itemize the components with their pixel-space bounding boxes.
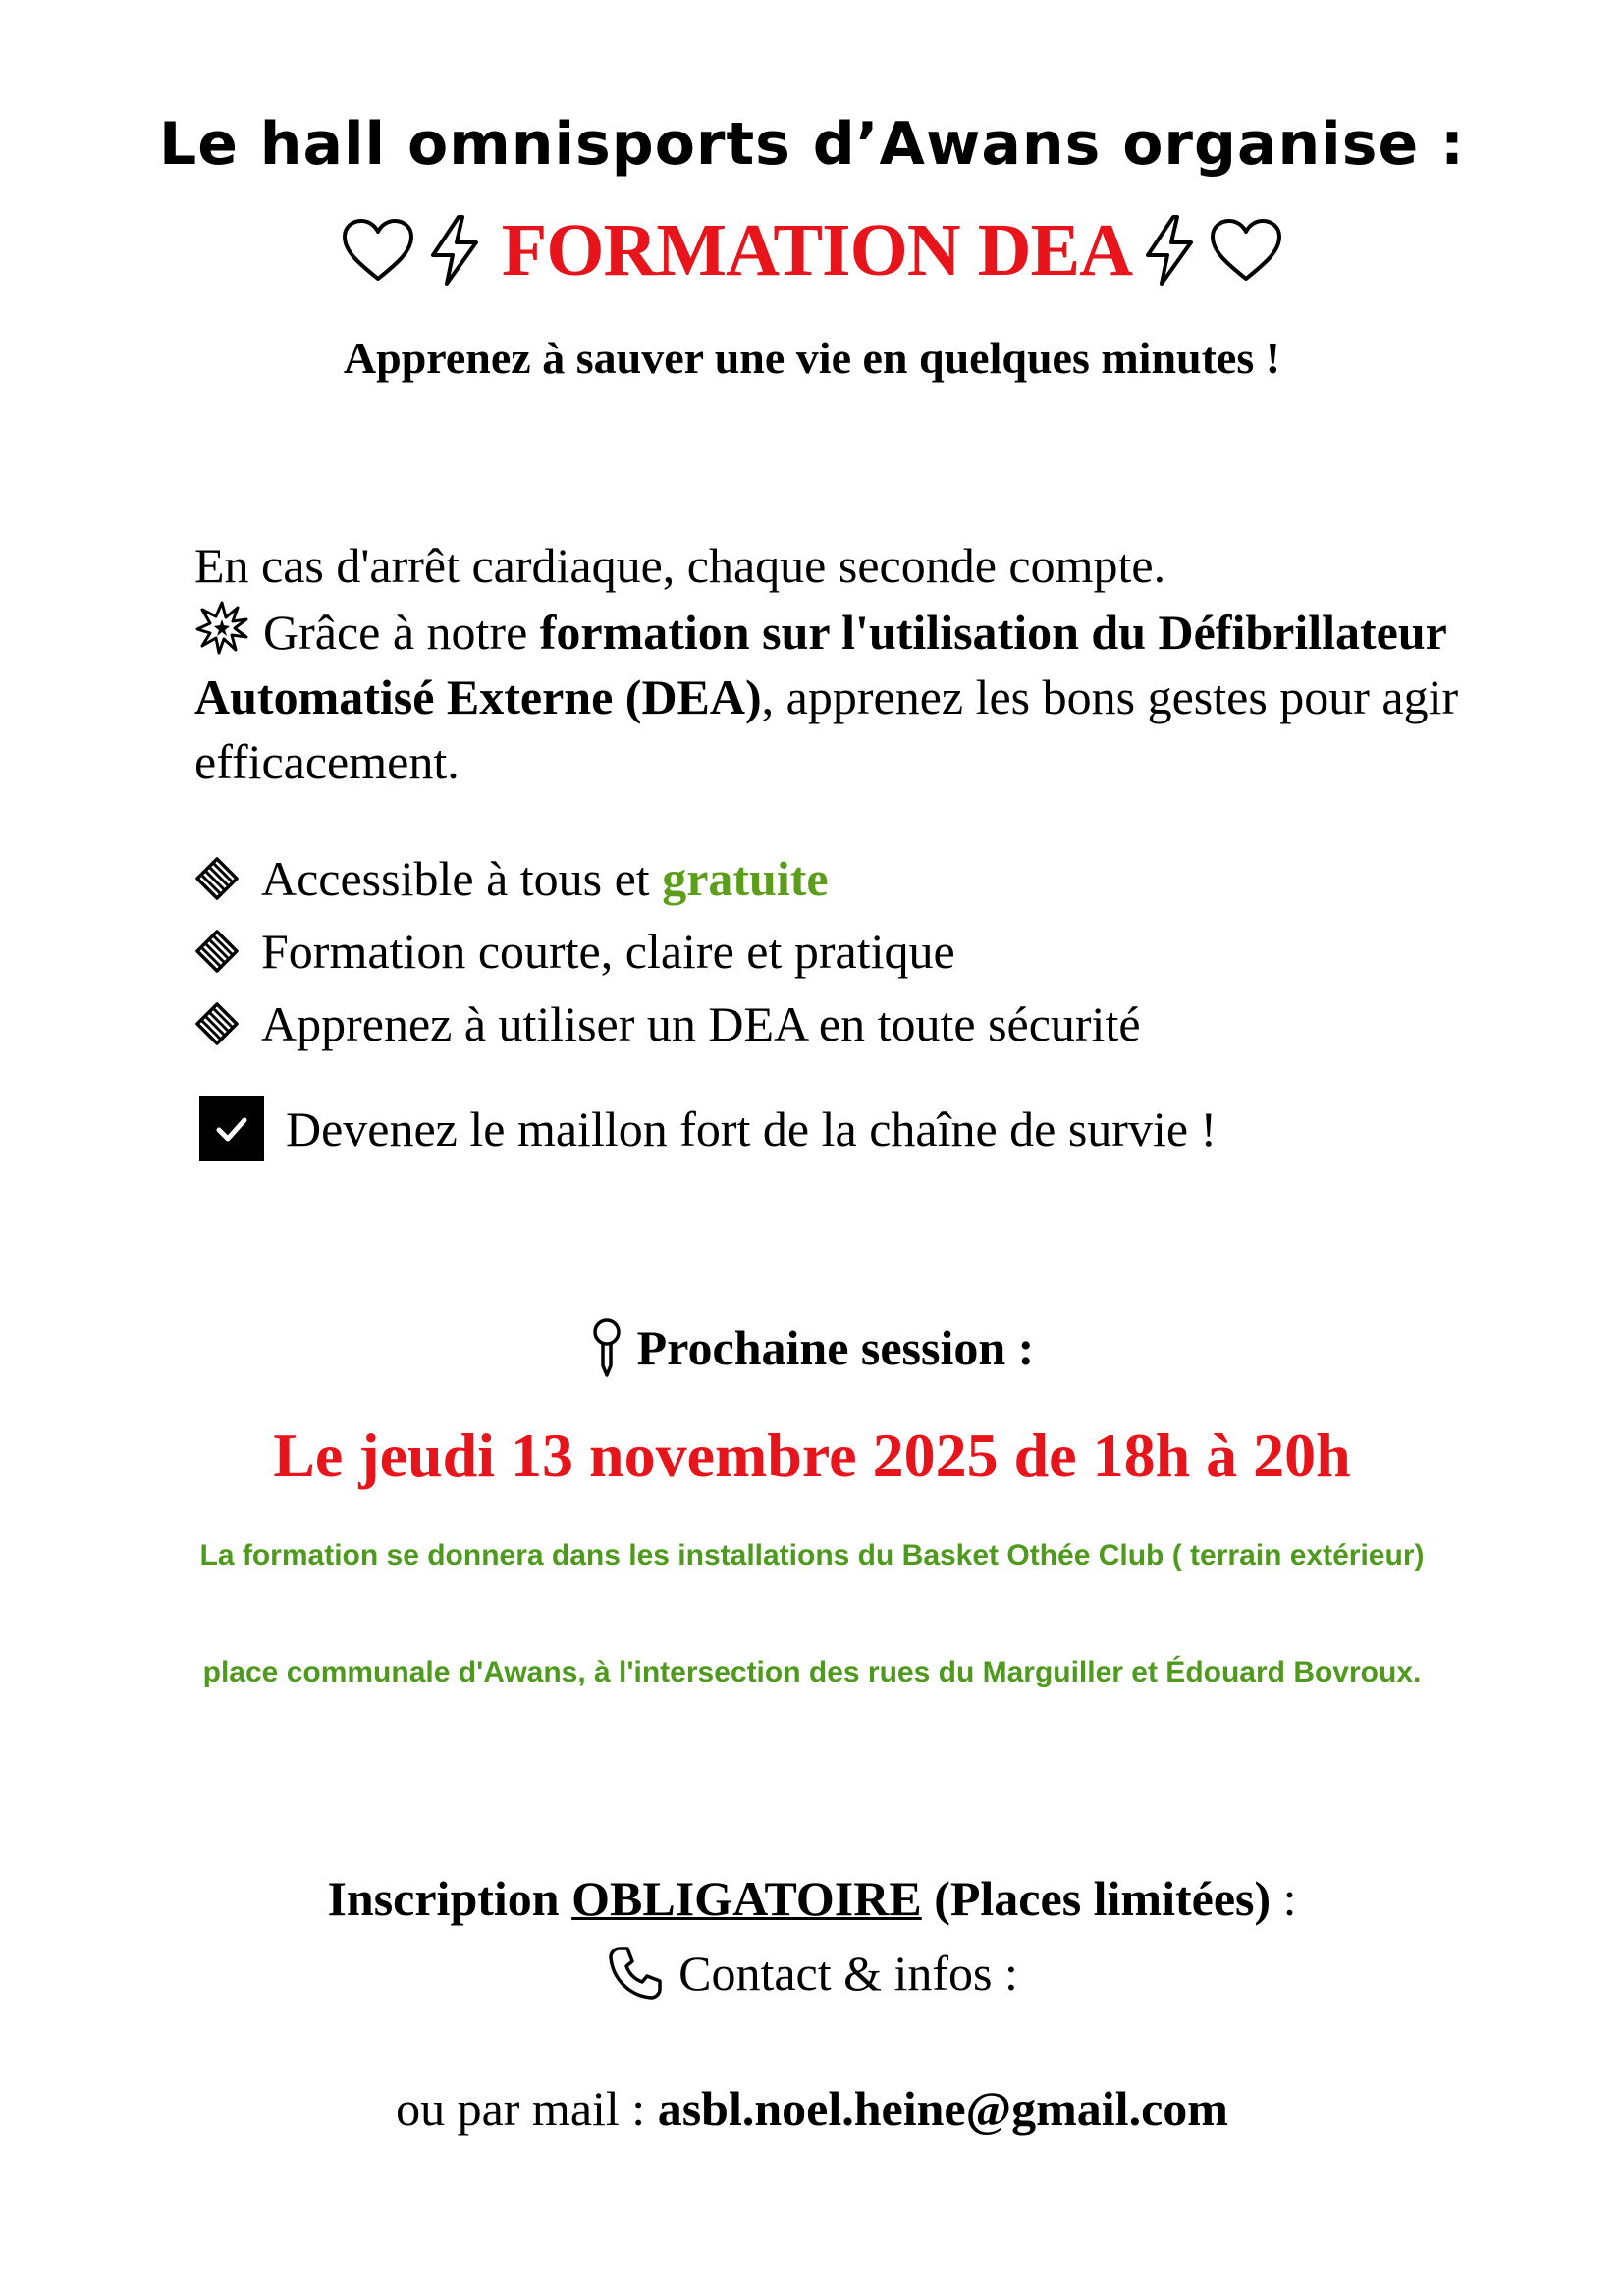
diamond-hatched-icon	[194, 1001, 240, 1046]
intro-text-a: Grâce à notre	[263, 605, 540, 660]
required-label: OBLIGATOIRE	[571, 1871, 922, 1926]
registration-prefix: Inscription	[327, 1871, 572, 1926]
session-label: Prochaine session :	[636, 1320, 1035, 1375]
organizer-heading: Le hall omnisports d’Awans organise :	[158, 110, 1466, 179]
list-item	[194, 915, 1141, 988]
list-item	[194, 842, 1141, 915]
lightning-icon	[1140, 214, 1199, 287]
session-heading	[0, 1308, 1624, 1387]
bullet-text: Apprenez à utiliser un DEA en toute sécurité	[261, 996, 1141, 1051]
intro-paragraph	[194, 600, 1490, 794]
title-text: FORMATION DEA	[501, 208, 1133, 292]
pin-icon	[590, 1316, 623, 1379]
registration-suffix: :	[1271, 1871, 1297, 1926]
checkbox-checked-icon	[199, 1096, 264, 1161]
sparkle-burst-icon	[194, 600, 249, 655]
venue-address: place communale d'Awans, à l'intersection des rues du Marguiller et Édouard Bovroux.	[202, 1656, 1422, 1688]
intro-text-bold: formation sur l'utilisation du Défibrillateur Automatisé Externe (DEA)	[194, 605, 1446, 724]
bullet-text: Formation courte, claire et pratique	[261, 924, 955, 979]
session-date: Le jeudi 13 novembre 2025 de 18h à 20h	[273, 1420, 1351, 1490]
email-link[interactable]: asbl.noel.heine@gmail.com	[657, 2081, 1228, 2136]
contact-label: Contact & infos :	[678, 1946, 1018, 2001]
heart-outline-icon	[341, 218, 415, 283]
registration-line	[0, 1870, 1624, 1927]
venue-line: La formation se donnera dans les installations du Basket Othée Club ( terrain extérieur)	[199, 1539, 1425, 1572]
title-row	[0, 206, 1624, 294]
mail-line	[0, 2080, 1624, 2137]
intro-line: En cas d'arrêt cardiaque, chaque seconde compte.	[194, 538, 1166, 593]
free-highlight: gratuite	[662, 851, 829, 906]
contact-line	[0, 1941, 1624, 2005]
feature-list	[194, 842, 1141, 1060]
tagline: Apprenez à sauver une vie en quelques minutes !	[343, 333, 1281, 383]
limited-places: (Places limitées)	[921, 1871, 1272, 1926]
intro-text-c: , apprenez les bons gestes pour agir efficacement.	[194, 669, 1459, 789]
call-to-action	[199, 1096, 1217, 1161]
diamond-hatched-icon	[194, 929, 240, 974]
mail-prefix: ou par mail :	[396, 2081, 658, 2136]
phone-icon	[606, 1944, 665, 2002]
cta-text: Devenez le maillon fort de la chaîne de survie !	[286, 1101, 1218, 1156]
bullet-text: Accessible à tous et	[261, 851, 663, 906]
heart-outline-icon	[1209, 218, 1283, 283]
diamond-hatched-icon	[194, 856, 240, 901]
lightning-icon	[425, 214, 484, 287]
list-item	[194, 988, 1141, 1060]
